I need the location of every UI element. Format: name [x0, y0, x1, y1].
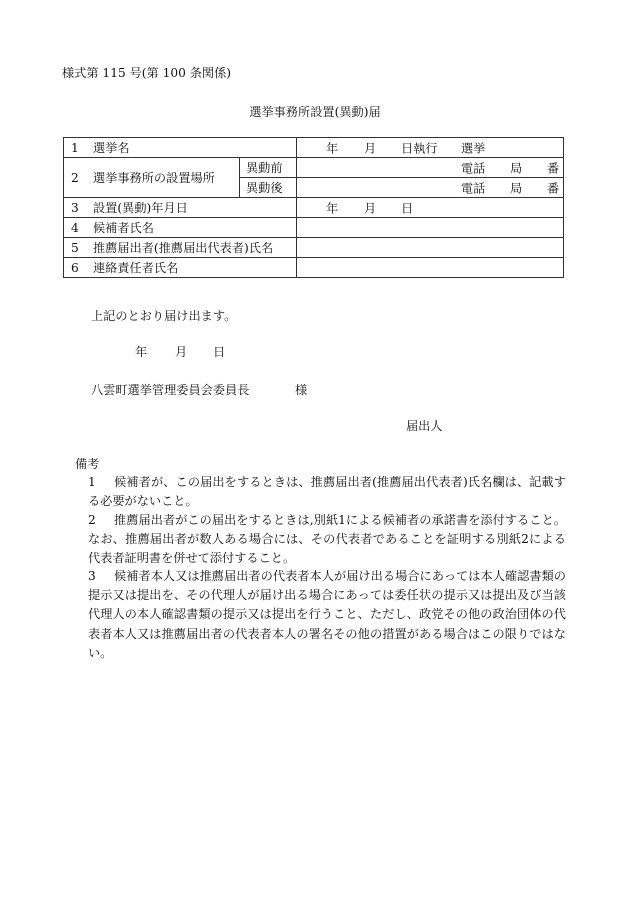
form-number: 様式第 115 号(第 100 条関係) — [62, 66, 232, 80]
office-location-label: 2 選挙事務所の設置場所 — [64, 158, 240, 198]
note-number: 2 — [88, 513, 96, 527]
phone-label: 電話 — [461, 181, 486, 195]
before-change-location-field[interactable] — [297, 158, 564, 178]
statement-text: 上記のとおり届け出ます。 — [91, 309, 237, 323]
date-month-label: 月 — [175, 345, 188, 359]
month-label: 月 — [364, 141, 377, 155]
exchange-label: 局 — [510, 181, 523, 195]
addressee: 八雲町選挙管理委員会委員長 — [91, 383, 250, 397]
election-label: 選挙 — [461, 141, 486, 155]
note-number: 1 — [88, 475, 96, 489]
recommender-name-label: 5 推薦届出者(推薦届出代表者)氏名 — [64, 238, 297, 258]
candidate-name-field[interactable] — [297, 218, 564, 238]
remarks-heading: 備考 — [75, 457, 100, 471]
note-text: 候補者本人又は推薦届出者の代表者本人が届け出る場合にあっては本人確認書類の提示又は提出を、その代理人が届け出る場合にあっては委任状の提示又は提出及び当該代理人の本人確認書類の提示又は提出を行うこと、ただし、政党その他の政治団体の代表者本人又は推薦届出者の代表者本人の署名その他の措置がある場合はこの限りではない。 — [88, 569, 566, 660]
phone-label: 電話 — [461, 161, 486, 175]
month-label: 月 — [364, 201, 377, 215]
table-row — [64, 138, 564, 158]
remark-note — [88, 567, 566, 663]
establishment-date-label: 3 設置(異動)年月日 — [64, 198, 297, 218]
note-text: 候補者が、この届出をするときは、推薦届出者(推薦届出代表者)氏名欄は、記載する必要がないこと。 — [88, 475, 566, 509]
remark-note — [88, 473, 566, 511]
number-label: 番 — [547, 161, 560, 175]
before-change-label: 異動前 — [240, 158, 297, 178]
exchange-label: 局 — [510, 161, 523, 175]
year-label: 年 — [326, 201, 339, 215]
contact-person-field[interactable] — [297, 258, 564, 278]
table-row — [64, 258, 564, 278]
election-name-label: 1 選挙名 — [64, 138, 297, 158]
day-executed-label: 日執行 — [401, 141, 438, 155]
election-name-field[interactable] — [297, 138, 564, 158]
table-row — [64, 198, 564, 218]
after-change-location-field[interactable] — [297, 178, 564, 198]
applicant-label: 届出人 — [406, 419, 443, 433]
table-row — [64, 238, 564, 258]
establishment-date-field[interactable] — [297, 198, 564, 218]
date-day-label: 日 — [213, 345, 226, 359]
note-text: 推薦届出者がこの届出をするときは,別紙1による候補者の承諾書を添付すること。なお、推薦届出者が数人ある場合には、その代表者であることを証明する別紙2による代表者証明書を併せて添付すること。 — [88, 513, 566, 566]
honorific: 様 — [295, 383, 308, 397]
contact-person-label: 6 連絡責任者氏名 — [64, 258, 297, 278]
note-number: 3 — [88, 569, 96, 583]
table-row — [64, 158, 564, 178]
after-change-label: 異動後 — [240, 178, 297, 198]
date-year-label: 年 — [135, 345, 148, 359]
year-label: 年 — [326, 141, 339, 155]
table-row — [64, 218, 564, 238]
recommender-name-field[interactable] — [297, 238, 564, 258]
day-label: 日 — [401, 201, 414, 215]
notification-form-table — [63, 137, 564, 278]
remark-note — [88, 511, 566, 569]
document-title: 選挙事務所設置(異動)届 — [249, 105, 381, 119]
number-label: 番 — [547, 181, 560, 195]
candidate-name-label: 4 候補者氏名 — [64, 218, 297, 238]
